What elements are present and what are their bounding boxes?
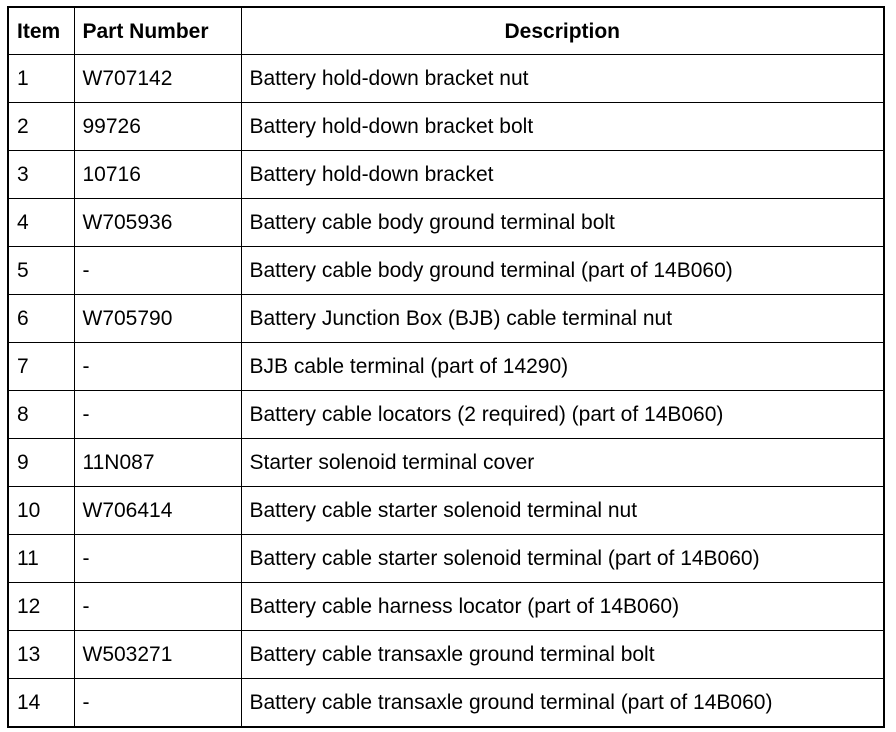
table-row xyxy=(8,103,884,151)
cell-item: 5 xyxy=(8,247,74,295)
cell-description: Starter solenoid terminal cover xyxy=(241,439,884,487)
cell-item: 6 xyxy=(8,295,74,343)
cell-part-number: - xyxy=(74,679,241,728)
cell-description: Battery hold-down bracket bolt xyxy=(241,103,884,151)
column-header-item: Item xyxy=(8,7,74,55)
cell-description: Battery cable starter solenoid terminal nut xyxy=(241,487,884,535)
cell-description: Battery cable body ground terminal bolt xyxy=(241,199,884,247)
cell-item: 13 xyxy=(8,631,74,679)
table-row xyxy=(8,439,884,487)
cell-description: Battery Junction Box (BJB) cable terminal nut xyxy=(241,295,884,343)
cell-part-number: 11N087 xyxy=(74,439,241,487)
table-row xyxy=(8,631,884,679)
cell-part-number: - xyxy=(74,391,241,439)
cell-description: Battery cable starter solenoid terminal (part of 14B060) xyxy=(241,535,884,583)
table-header-row xyxy=(8,7,884,55)
cell-item: 3 xyxy=(8,151,74,199)
cell-part-number: - xyxy=(74,247,241,295)
table-row xyxy=(8,583,884,631)
table-row xyxy=(8,535,884,583)
table-row xyxy=(8,487,884,535)
table-row xyxy=(8,295,884,343)
cell-part-number: 99726 xyxy=(74,103,241,151)
cell-part-number: W705790 xyxy=(74,295,241,343)
table-row xyxy=(8,55,884,103)
cell-description: Battery cable transaxle ground terminal bolt xyxy=(241,631,884,679)
cell-part-number: - xyxy=(74,583,241,631)
cell-item: 7 xyxy=(8,343,74,391)
cell-item: 10 xyxy=(8,487,74,535)
cell-part-number: W503271 xyxy=(74,631,241,679)
table-body xyxy=(8,55,884,728)
cell-part-number: - xyxy=(74,343,241,391)
cell-part-number: W705936 xyxy=(74,199,241,247)
cell-description: Battery cable transaxle ground terminal (part of 14B060) xyxy=(241,679,884,728)
cell-item: 2 xyxy=(8,103,74,151)
cell-description: Battery cable harness locator (part of 14B060) xyxy=(241,583,884,631)
cell-description: Battery cable body ground terminal (part of 14B060) xyxy=(241,247,884,295)
cell-item: 4 xyxy=(8,199,74,247)
column-header-part-number: Part Number xyxy=(74,7,241,55)
cell-item: 11 xyxy=(8,535,74,583)
parts-table xyxy=(7,6,885,728)
cell-item: 8 xyxy=(8,391,74,439)
cell-description: BJB cable terminal (part of 14290) xyxy=(241,343,884,391)
table-row xyxy=(8,343,884,391)
cell-part-number: - xyxy=(74,535,241,583)
cell-description: Battery hold-down bracket xyxy=(241,151,884,199)
cell-item: 1 xyxy=(8,55,74,103)
cell-part-number: W707142 xyxy=(74,55,241,103)
table-row xyxy=(8,679,884,728)
table-row xyxy=(8,247,884,295)
cell-part-number: 10716 xyxy=(74,151,241,199)
cell-description: Battery hold-down bracket nut xyxy=(241,55,884,103)
table-row xyxy=(8,151,884,199)
cell-description: Battery cable locators (2 required) (part of 14B060) xyxy=(241,391,884,439)
cell-part-number: W706414 xyxy=(74,487,241,535)
table-row xyxy=(8,199,884,247)
cell-item: 14 xyxy=(8,679,74,728)
table-row xyxy=(8,391,884,439)
cell-item: 12 xyxy=(8,583,74,631)
cell-item: 9 xyxy=(8,439,74,487)
column-header-description: Description xyxy=(241,7,884,55)
